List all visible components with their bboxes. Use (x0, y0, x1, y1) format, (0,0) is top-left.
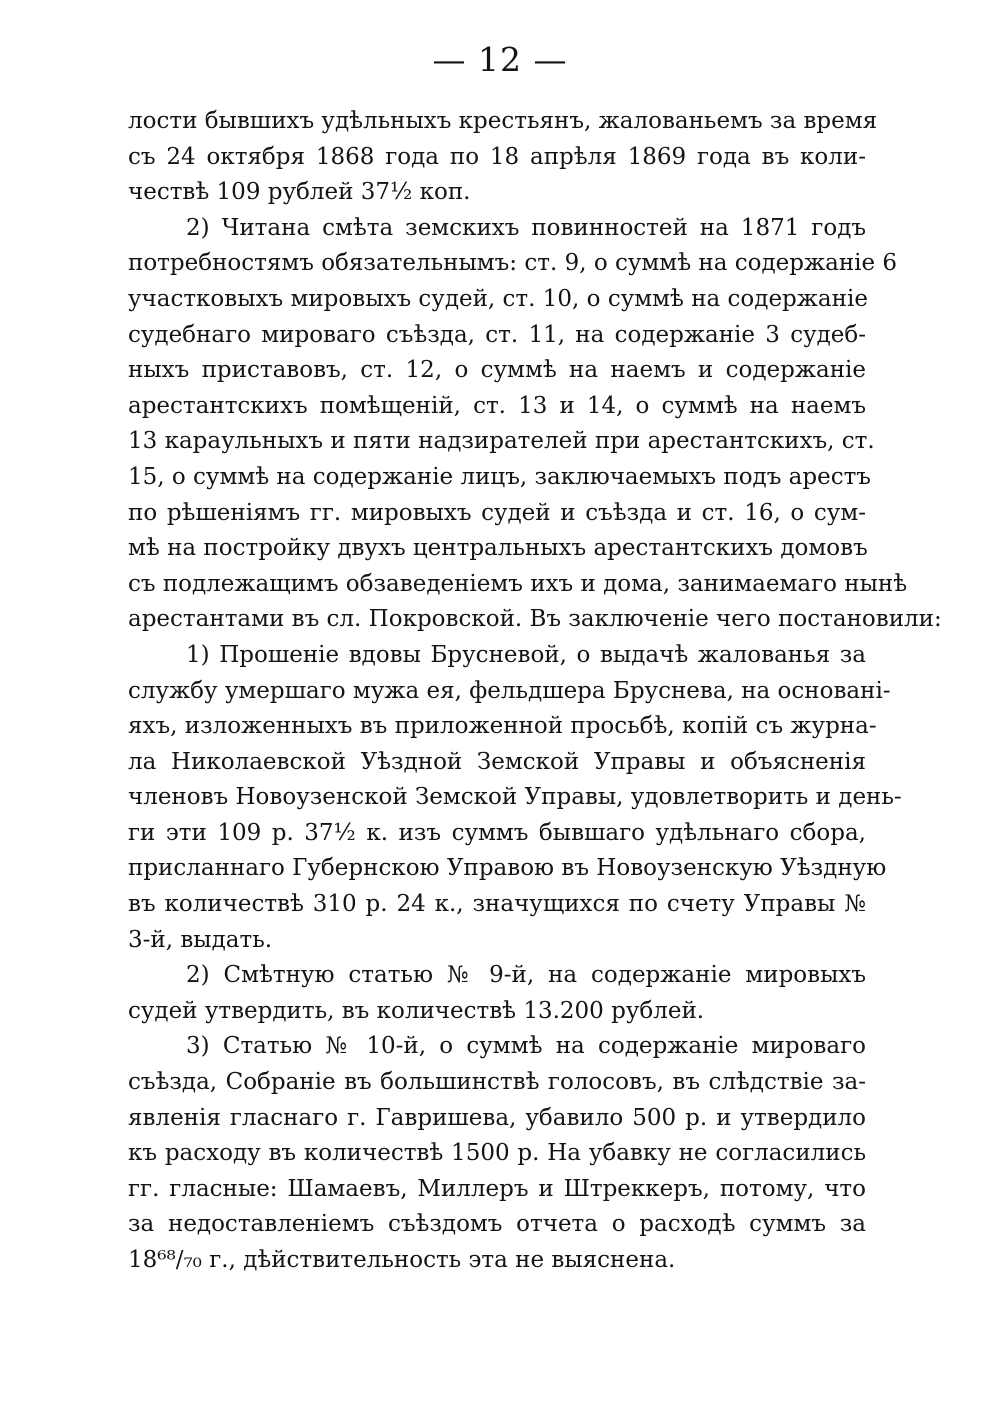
text-line: 18⁶⁸/₇₀ г., дѣйствительность эта не выяснена. (128, 1247, 676, 1273)
text-line: лости бывшихъ удѣльныхъ крестьянъ, жалованьемъ за время (128, 108, 878, 134)
text-line: судебнаго мироваго съѣзда, ст. 11, на содержаніе 3 судеб- (128, 321, 866, 348)
text-line: къ расходу въ количествѣ 1500 р. На убавку не согласились (128, 1140, 866, 1167)
text-line: за недоставленіемъ съѣздомъ отчета о расходѣ суммъ за (128, 1211, 866, 1238)
text-line: судей утвердить, въ количествѣ 13.200 рублей. (128, 997, 705, 1024)
text-line: чествѣ 109 рублей 37½ коп. (128, 179, 471, 206)
text-line: ныхъ приставовъ, ст. 12, о суммѣ на наемъ и содержаніе (128, 357, 866, 384)
body-text (128, 104, 942, 1279)
page-number: — 12 — (432, 40, 568, 79)
paragraph-start-line: 2) Смѣтную статью № 9-й, на содержаніе мировыхъ (186, 962, 866, 989)
paragraph-start-line: 3) Статью № 10-й, о суммѣ на содержаніе мироваго (186, 1033, 866, 1060)
text-line: 15, о суммѣ на содержаніе лицъ, заключаемыхъ подъ арестъ (128, 463, 871, 490)
text-line: яхъ, изложенныхъ въ приложенной просьбѣ, копій съ журна- (128, 713, 877, 740)
text-line: по рѣшеніямъ гг. мировыхъ судей и съѣзда и ст. 16, о сум- (128, 499, 866, 526)
text-line: мѣ на постройку двухъ центральныхъ арестантскихъ домовъ (128, 535, 868, 562)
text-line: съѣзда, Собраніе въ большинствѣ голосовъ, въ слѣдствіе за- (128, 1069, 866, 1096)
text-line: арестантскихъ помѣщеній, ст. 13 и 14, о суммѣ на наемъ (128, 392, 866, 419)
text-line: арестантами въ сл. Покровской. Въ заключеніе чего постановили: (128, 606, 942, 633)
text-line: явленія гласнаго г. Гавришева, убавило 500 р. и утвердило (128, 1104, 866, 1131)
text-line: участковыхъ мировыхъ судей, ст. 10, о суммѣ на содержаніе (128, 285, 868, 312)
text-line: 13 караульныхъ и пяти надзирателей при арестантскихъ, ст. (128, 428, 875, 455)
text-line: ги эти 109 р. 37½ к. изъ суммъ бывшаго удѣльнаго сбора, (128, 819, 866, 846)
text-line: въ количествѣ 310 р. 24 к., значущихся по счету Управы № (128, 891, 866, 918)
text-line: 3-й, выдать. (128, 926, 273, 953)
paragraph-start-line: 1) Прошеніе вдовы Брусневой, о выдачѣ жалованья за (186, 641, 866, 668)
paragraph-start-line: 2) Читана смѣта земскихъ повинностей на 1871 годъ (186, 214, 866, 241)
text-line: гг. гласные: Шамаевъ, Миллеръ и Штреккеръ, потому, что (128, 1175, 866, 1202)
text-line: службу умершаго мужа ея, фельдшера Бруснева, на основані- (128, 677, 891, 704)
text-line: съ 24 октября 1868 года по 18 апрѣля 1869 года въ коли- (128, 143, 866, 170)
text-line: присланнаго Губернскою Управою въ Новоузенскую Уѣздную (128, 855, 887, 882)
text-line: ла Николаевской Уѣздной Земской Управы и объясненія (128, 748, 866, 775)
text-line: потребностямъ обязательнымъ: ст. 9, о суммѣ на содержаніе 6 (128, 250, 898, 277)
text-line: съ подлежащимъ обзаведеніемъ ихъ и дома, занимаемаго нынѣ (128, 570, 908, 597)
text-line: членовъ Новоузенской Земской Управы, удовлетворить и день- (128, 784, 902, 811)
